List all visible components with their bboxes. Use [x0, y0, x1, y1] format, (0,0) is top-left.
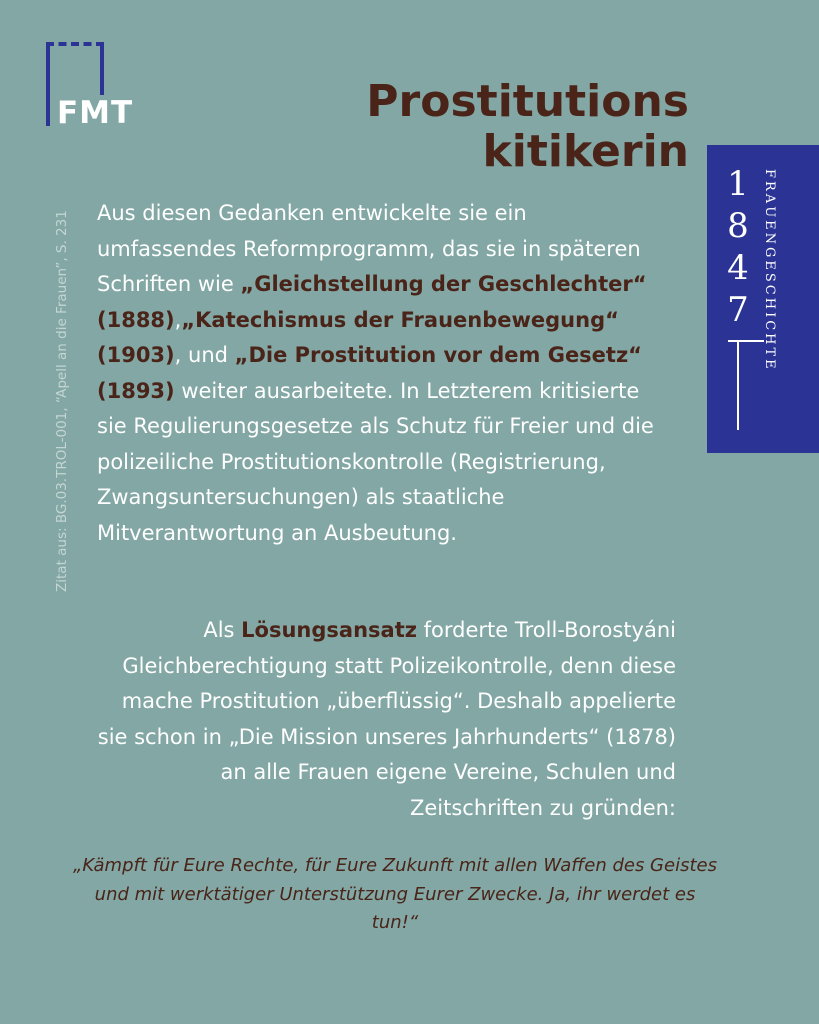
logo-text: FMT: [57, 95, 134, 131]
citation-source: Zitat aus: BG.03.TROL-001, “Apell an die Frauen”, S. 231: [54, 210, 70, 592]
para1-text-3: , und: [174, 343, 235, 367]
para1-text-4: weiter ausarbeitete. In Letzterem kritisierte sie Regulierungsgesetze als Schutz für Freier und die polizeiliche Prostitutionskontrolle (Registrierung, Zwangsuntersuchungen) als staatliche Mitverantwortung an Ausbeutung.: [97, 378, 654, 545]
paragraph-solution: [88, 613, 676, 826]
work-title-gleichstellung: „Gleichstellung der Geschlechter“ (1888): [97, 272, 647, 332]
year-digit: 7: [727, 290, 749, 330]
year-digit: 1: [727, 164, 749, 204]
para2-text-2: forderte Troll-Borostyáni Gleichberechtigung statt Polizeikontrolle, denn diese mache Prostitution „überflüssig“. Deshalb appelierte sie schon in „Die Mission unseres Jahrhunderts“ (1878) an alle Frauen eigene Vereine, Schulen und Zeitschriften zu gründen:: [97, 618, 676, 820]
title-line-2: kitikerin: [482, 126, 689, 177]
title-line-1: Prostitutions: [366, 76, 689, 127]
year: [727, 163, 749, 331]
work-title-prostitution: „Die Prostitution vor dem Gesetz“ (1893): [97, 343, 642, 403]
year-side-box: [707, 145, 819, 453]
side-label: FRAUENGESCHICHTE: [762, 169, 777, 372]
para2-text-1: Als: [203, 618, 242, 642]
year-digit: 4: [727, 248, 749, 288]
year-digit: 8: [727, 206, 749, 246]
fmt-logo: [46, 42, 134, 131]
para1-text-1: Aus diesen Gedanken entwickelte sie ein umfassendes Reformprogramm, das sie in späteren Schriften wie: [97, 201, 641, 296]
paragraph-reform-program: [97, 196, 657, 551]
quote: „Kämpft für Eure Rechte, für Eure Zukunft mit allen Waffen des Geistes und mit werktätiger Unterstützung Eurer Zwecke. Ja, ihr werdet es tun!“: [73, 855, 717, 933]
year-divider-line: [728, 340, 764, 342]
page-title: [269, 77, 689, 177]
work-title-katechismus: „Katechismus der Frauenbewegung“ (1903): [97, 307, 619, 367]
keyword-loesungsansatz: Lösungsansatz: [241, 618, 417, 642]
year-vertical-line: [737, 340, 739, 430]
para1-text-2: ,: [174, 307, 182, 332]
